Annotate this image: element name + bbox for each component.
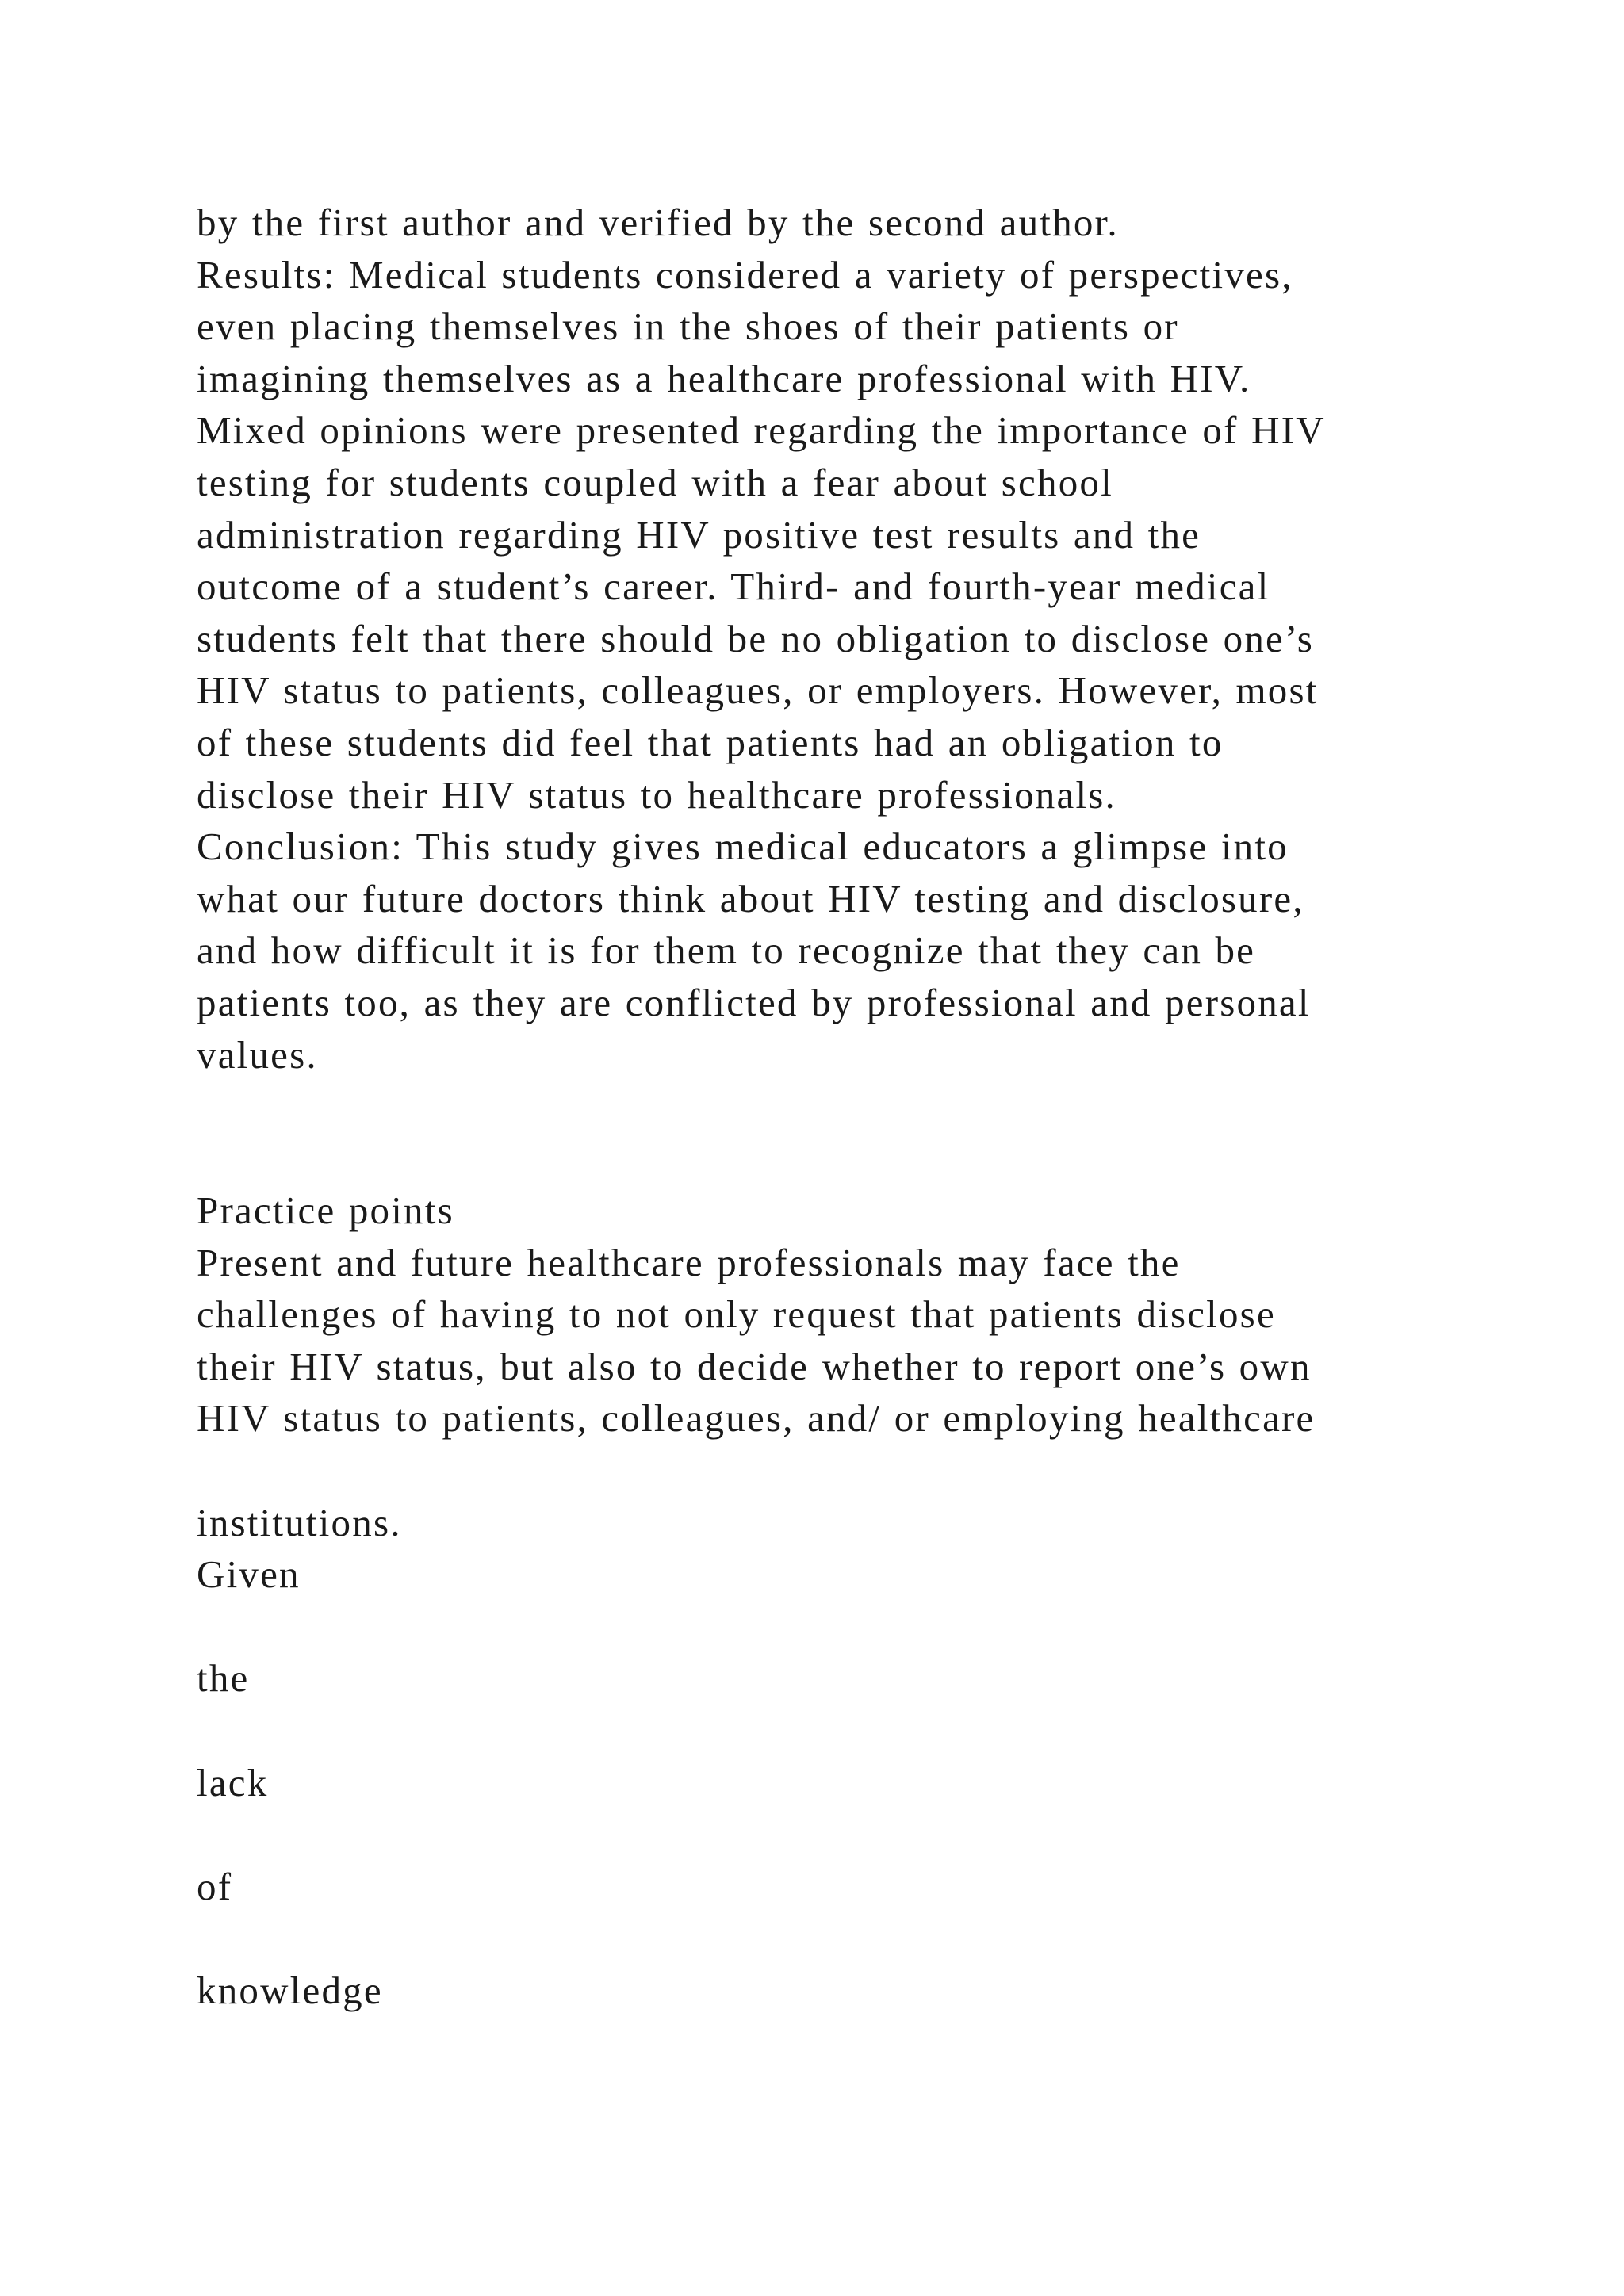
- continuation-line: Given: [197, 1552, 301, 1597]
- practice-line: Present and future healthcare professionals may face the: [197, 1240, 1181, 1284]
- word-spacer: [197, 1808, 1465, 1861]
- practice-points-heading: Practice points: [197, 1188, 454, 1233]
- abstract-line: and how difficult it is for them to recognize that they can be: [197, 928, 1256, 973]
- abstract-line: even placing themselves in the shoes of their patients or: [197, 304, 1179, 349]
- trailing-word: knowledge: [197, 1969, 383, 2012]
- abstract-line: Conclusion: This study gives medical educators a glimpse into: [197, 825, 1289, 869]
- paragraph-spacer: [197, 1445, 1465, 1497]
- section-spacer: [197, 1081, 1465, 1184]
- abstract-line: Mixed opinions were presented regarding the importance of HIV: [197, 408, 1326, 453]
- abstract-line: testing for students coupled with a fear about school: [197, 460, 1113, 504]
- practice-line: HIV status to patients, colleagues, and/ or employing healthcare: [197, 1396, 1316, 1441]
- document-body: [197, 197, 1465, 2017]
- abstract-line: what our future doctors think about HIV testing and disclosure,: [197, 876, 1304, 920]
- abstract-line: disclose their HIV status to healthcare professionals.: [197, 772, 1116, 817]
- practice-line: challenges of having to not only request that patients disclose: [197, 1292, 1276, 1337]
- abstract-line: HIV status to patients, colleagues, or employers. However, most: [197, 668, 1319, 713]
- abstract-line: patients too, as they are conflicted by professional and personal: [197, 980, 1311, 1024]
- word-spacer: [197, 1601, 1465, 1653]
- abstract-line: students felt that there should be no obligation to disclose one’s: [197, 616, 1315, 660]
- abstract-line: Results: Medical students considered a variety of perspectives,: [197, 252, 1293, 297]
- word-spacer: [197, 1912, 1465, 1965]
- abstract-section: [197, 197, 1465, 1081]
- word-spacer: [197, 1705, 1465, 1757]
- continuation-line: institutions.: [197, 1500, 402, 1544]
- abstract-line: administration regarding HIV positive test results and the: [197, 512, 1201, 557]
- abstract-line: by the first author and verified by the second author.: [197, 201, 1119, 244]
- trailing-word: the: [197, 1656, 250, 1701]
- abstract-line: imagining themselves as a healthcare professional with HIV.: [197, 356, 1251, 400]
- trailing-word: lack: [197, 1760, 269, 1804]
- trailing-word: of: [197, 1864, 233, 1908]
- practice-line: their HIV status, but also to decide whether to report one’s own: [197, 1344, 1312, 1388]
- practice-points-section: [197, 1184, 1465, 1445]
- abstract-line: of these students did feel that patients had an obligation to: [197, 720, 1224, 764]
- abstract-line: values.: [197, 1032, 318, 1077]
- continuation-section: [197, 1497, 1465, 2017]
- abstract-line: outcome of a student’s career. Third- and fourth-year medical: [197, 564, 1270, 609]
